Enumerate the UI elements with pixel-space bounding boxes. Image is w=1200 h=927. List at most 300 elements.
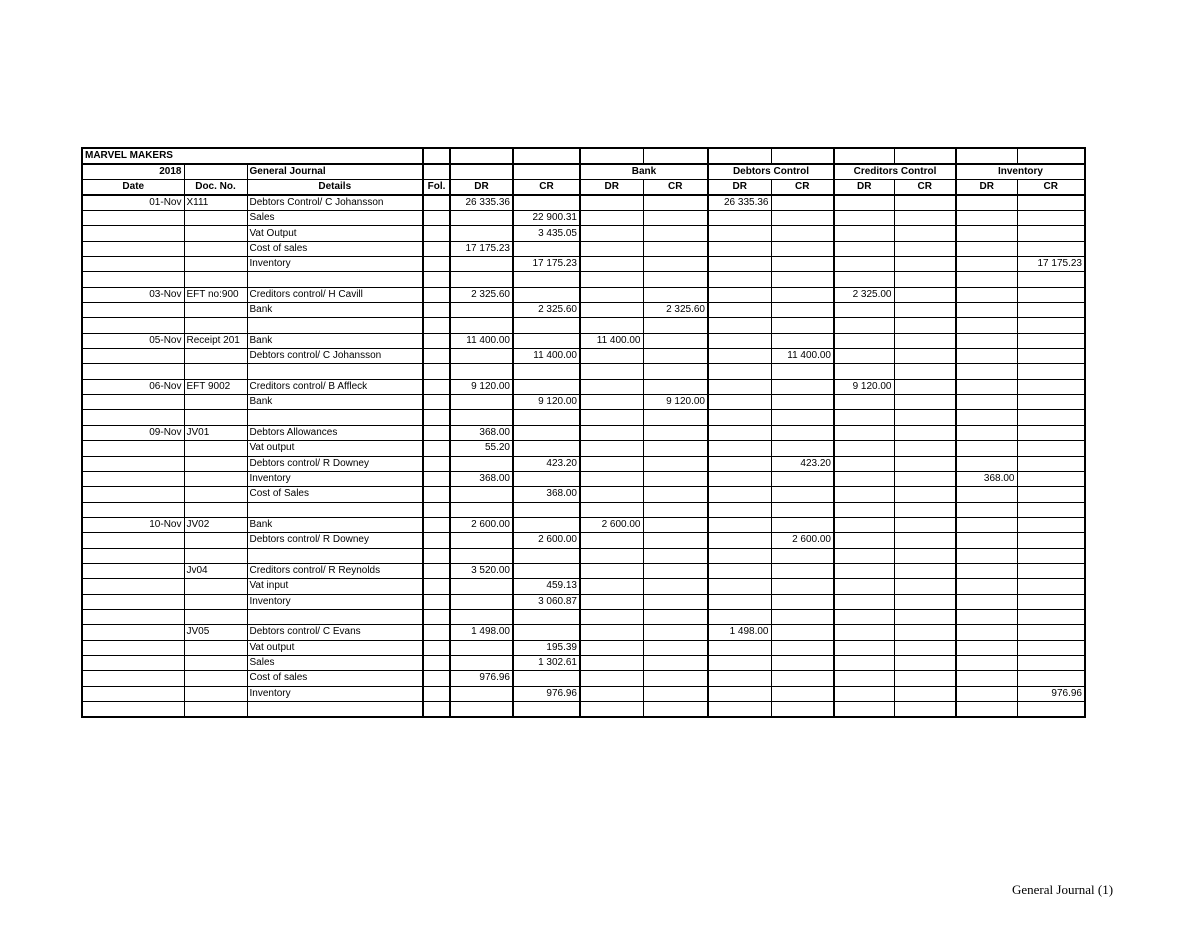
details-cell: Debtors control/ R Downey <box>247 456 423 471</box>
fol-cell <box>423 594 450 609</box>
bank-cr-cell <box>643 425 708 440</box>
bank-dr-cell <box>580 671 643 686</box>
creditors-cr-cell <box>894 548 956 563</box>
bank-cr-cell <box>643 625 708 640</box>
bank-dr-cell <box>580 195 643 211</box>
bank-dr-cell <box>580 579 643 594</box>
details-cell: Debtors Allowances <box>247 425 423 440</box>
bank-dr-cell <box>580 349 643 364</box>
doc-header: Doc. No. <box>184 180 247 196</box>
creditors-cr-cell <box>894 303 956 318</box>
bank-cr-cell <box>643 671 708 686</box>
creditors-dr-cell: 2 325.00 <box>834 287 894 302</box>
details-cell: Bank <box>247 303 423 318</box>
creditors-dr-cell <box>834 471 894 486</box>
bank-dr-cell <box>580 594 643 609</box>
dr-header: DR <box>450 180 513 196</box>
fol-cell <box>423 686 450 701</box>
debtors-dr-cell <box>708 241 771 256</box>
creditors-dr-cell <box>834 456 894 471</box>
journal-row <box>82 318 1085 333</box>
doc-cell <box>184 364 247 379</box>
debtors-cr-cell <box>771 303 834 318</box>
bank-cr-cell <box>643 349 708 364</box>
cr-cell: 9 120.00 <box>513 395 580 410</box>
doc-cell <box>184 318 247 333</box>
sheet-footer: General Journal (1) <box>1012 882 1114 897</box>
inventory-cr-cell <box>1017 303 1085 318</box>
details-cell <box>247 548 423 563</box>
bank-cr-cell <box>643 502 708 517</box>
fol-cell <box>423 655 450 670</box>
bank-dr-cell <box>580 625 643 640</box>
creditors-cr-cell <box>894 287 956 302</box>
fol-cell <box>423 517 450 532</box>
fol-cell <box>423 410 450 425</box>
cr-cell <box>513 563 580 578</box>
debtors-cr-cell <box>771 226 834 241</box>
debtors-cr-cell <box>771 563 834 578</box>
creditors-cr-cell <box>894 563 956 578</box>
details-cell: Vat output <box>247 441 423 456</box>
cr-cell <box>513 410 580 425</box>
details-cell: Debtors control/ C Evans <box>247 625 423 640</box>
bank-cr-cell <box>643 272 708 287</box>
bank-dr-cell <box>580 609 643 624</box>
creditors-dr-cell <box>834 211 894 226</box>
debtors-cr-cell <box>771 425 834 440</box>
journal-row <box>82 303 1085 318</box>
fol-cell <box>423 702 450 717</box>
bank-dr-header: DR <box>580 180 643 196</box>
creditors-dr-cell <box>834 195 894 211</box>
debtors-cr-cell <box>771 655 834 670</box>
debtors-dr-cell <box>708 609 771 624</box>
inventory-cr-cell <box>1017 487 1085 502</box>
date-cell <box>82 502 184 517</box>
creditors-cr-cell <box>894 257 956 272</box>
creditors-cr-cell <box>894 333 956 348</box>
creditors-dr-cell <box>834 410 894 425</box>
doc-cell <box>184 303 247 318</box>
cr-cell <box>513 287 580 302</box>
debtors-cr-cell <box>771 333 834 348</box>
journal-row <box>82 195 1085 211</box>
inventory-cr-cell <box>1017 379 1085 394</box>
creditors-dr-cell <box>834 395 894 410</box>
inventory-dr-cell <box>956 226 1017 241</box>
date-cell: 03-Nov <box>82 287 184 302</box>
inventory-cr-cell <box>1017 211 1085 226</box>
creditors-cr-cell <box>894 349 956 364</box>
column-header-row <box>82 180 1085 196</box>
inventory-cr-cell <box>1017 640 1085 655</box>
inventory-cr-cell <box>1017 349 1085 364</box>
bank-dr-cell <box>580 533 643 548</box>
creditors-cr-cell <box>894 625 956 640</box>
bank-cr-cell <box>643 456 708 471</box>
date-cell <box>82 655 184 670</box>
cr-cell <box>513 318 580 333</box>
cr-cell <box>513 609 580 624</box>
doc-cell <box>184 655 247 670</box>
cr-cell <box>513 517 580 532</box>
cr-cell: 2 325.60 <box>513 303 580 318</box>
doc-cell <box>184 702 247 717</box>
dr-cell <box>450 226 513 241</box>
inventory-cr-cell <box>1017 471 1085 486</box>
inventory-cr-cell <box>1017 456 1085 471</box>
bank-cr-cell <box>643 563 708 578</box>
fol-cell <box>423 226 450 241</box>
cr-cell <box>513 441 580 456</box>
debtors-cr-cell <box>771 671 834 686</box>
doc-cell <box>184 533 247 548</box>
dr-cell <box>450 533 513 548</box>
inventory-dr-cell <box>956 686 1017 701</box>
debtors-dr-cell <box>708 563 771 578</box>
debtors-dr-cell <box>708 471 771 486</box>
debtors-dr-cell: 26 335.36 <box>708 195 771 211</box>
details-header: Details <box>247 180 423 196</box>
date-cell <box>82 257 184 272</box>
dr-cell <box>450 303 513 318</box>
debtors-cr-cell <box>771 241 834 256</box>
bank-cr-cell <box>643 533 708 548</box>
creditors-dr-header: DR <box>834 180 894 196</box>
debtors-dr-cell <box>708 517 771 532</box>
journal-row <box>82 349 1085 364</box>
debtors-cr-cell <box>771 257 834 272</box>
inventory-dr-cell <box>956 594 1017 609</box>
bank-cr-cell <box>643 702 708 717</box>
creditors-dr-cell <box>834 548 894 563</box>
creditors-cr-cell <box>894 395 956 410</box>
doc-cell <box>184 487 247 502</box>
bank-dr-cell <box>580 456 643 471</box>
date-cell <box>82 686 184 701</box>
debtors-cr-cell <box>771 579 834 594</box>
cr-cell <box>513 241 580 256</box>
details-cell: Debtors control/ R Downey <box>247 533 423 548</box>
inventory-dr-cell <box>956 702 1017 717</box>
date-cell <box>82 318 184 333</box>
journal-row <box>82 655 1085 670</box>
inventory-dr-cell <box>956 272 1017 287</box>
creditors-dr-cell <box>834 487 894 502</box>
dr-cell: 9 120.00 <box>450 379 513 394</box>
journal-title: General Journal <box>247 164 423 180</box>
inventory-cr-cell <box>1017 318 1085 333</box>
debtors-cr-cell: 2 600.00 <box>771 533 834 548</box>
creditors-dr-cell <box>834 425 894 440</box>
date-cell <box>82 441 184 456</box>
debtors-dr-cell <box>708 349 771 364</box>
bank-dr-cell <box>580 487 643 502</box>
creditors-cr-cell <box>894 655 956 670</box>
creditors-dr-cell <box>834 579 894 594</box>
dr-cell <box>450 702 513 717</box>
cr-cell: 423.20 <box>513 456 580 471</box>
date-cell <box>82 349 184 364</box>
fol-cell <box>423 563 450 578</box>
date-cell <box>82 211 184 226</box>
creditors-cr-cell <box>894 579 956 594</box>
date-cell <box>82 563 184 578</box>
details-cell: Debtors Control/ C Johansson <box>247 195 423 211</box>
details-cell: Creditors control/ H Cavill <box>247 287 423 302</box>
debtors-dr-cell <box>708 303 771 318</box>
bank-cr-cell <box>643 226 708 241</box>
debtors-dr-cell <box>708 287 771 302</box>
doc-cell <box>184 272 247 287</box>
inventory-dr-header: DR <box>956 180 1017 196</box>
inventory-cr-cell <box>1017 533 1085 548</box>
creditors-dr-cell <box>834 349 894 364</box>
inventory-dr-cell <box>956 456 1017 471</box>
bank-dr-cell: 2 600.00 <box>580 517 643 532</box>
creditors-cr-cell <box>894 609 956 624</box>
dr-cell: 11 400.00 <box>450 333 513 348</box>
debtors-cr-cell <box>771 548 834 563</box>
debtors-dr-cell <box>708 257 771 272</box>
debtors-dr-cell <box>708 655 771 670</box>
date-cell <box>82 395 184 410</box>
bank-dr-cell <box>580 287 643 302</box>
fol-cell <box>423 333 450 348</box>
dr-cell <box>450 487 513 502</box>
date-cell <box>82 456 184 471</box>
creditors-cr-cell <box>894 671 956 686</box>
inventory-cr-cell: 976.96 <box>1017 686 1085 701</box>
debtors-dr-cell <box>708 272 771 287</box>
creditors-cr-cell <box>894 226 956 241</box>
creditors-dr-cell <box>834 441 894 456</box>
bank-dr-cell <box>580 364 643 379</box>
cr-cell <box>513 195 580 211</box>
journal-row <box>82 502 1085 517</box>
creditors-dr-cell <box>834 502 894 517</box>
date-cell <box>82 303 184 318</box>
creditors-dr-cell <box>834 609 894 624</box>
date-cell: 01-Nov <box>82 195 184 211</box>
creditors-cr-cell <box>894 379 956 394</box>
debtors-cr-cell <box>771 441 834 456</box>
dr-cell <box>450 655 513 670</box>
debtors-dr-cell <box>708 671 771 686</box>
creditors-cr-cell <box>894 487 956 502</box>
bank-cr-cell <box>643 211 708 226</box>
cr-cell <box>513 333 580 348</box>
inventory-cr-cell <box>1017 502 1085 517</box>
debtors-cr-cell <box>771 502 834 517</box>
bank-dr-cell <box>580 395 643 410</box>
inventory-dr-cell <box>956 211 1017 226</box>
debtors-dr-cell: 1 498.00 <box>708 625 771 640</box>
creditors-dr-cell <box>834 318 894 333</box>
bank-cr-cell <box>643 686 708 701</box>
doc-cell <box>184 410 247 425</box>
doc-cell <box>184 640 247 655</box>
date-cell <box>82 579 184 594</box>
doc-cell: Receipt 201 <box>184 333 247 348</box>
inventory-cr-cell <box>1017 579 1085 594</box>
cr-cell: 17 175.23 <box>513 257 580 272</box>
inventory-cr-cell <box>1017 655 1085 670</box>
journal-row <box>82 456 1085 471</box>
bank-dr-cell <box>580 502 643 517</box>
fol-cell <box>423 318 450 333</box>
bank-dr-cell <box>580 563 643 578</box>
details-cell: Creditors control/ R Reynolds <box>247 563 423 578</box>
details-cell: Cost of sales <box>247 671 423 686</box>
cr-cell <box>513 671 580 686</box>
fol-cell <box>423 640 450 655</box>
bank-dr-cell <box>580 471 643 486</box>
date-cell <box>82 272 184 287</box>
inventory-cr-cell <box>1017 441 1085 456</box>
journal-row <box>82 487 1085 502</box>
debtors-dr-cell <box>708 318 771 333</box>
date-cell <box>82 533 184 548</box>
fol-cell <box>423 364 450 379</box>
inventory-cr-cell <box>1017 195 1085 211</box>
dr-cell: 2 325.60 <box>450 287 513 302</box>
date-cell: 06-Nov <box>82 379 184 394</box>
cr-cell: 976.96 <box>513 686 580 701</box>
bank-group-header: Bank <box>580 164 708 180</box>
bank-cr-header: CR <box>643 180 708 196</box>
details-cell: Bank <box>247 333 423 348</box>
bank-cr-cell <box>643 594 708 609</box>
cr-cell: 3 060.87 <box>513 594 580 609</box>
date-cell <box>82 594 184 609</box>
bank-dr-cell: 11 400.00 <box>580 333 643 348</box>
cr-cell <box>513 272 580 287</box>
dr-cell: 26 335.36 <box>450 195 513 211</box>
fol-cell <box>423 272 450 287</box>
inventory-cr-cell <box>1017 364 1085 379</box>
inventory-cr-cell: 17 175.23 <box>1017 257 1085 272</box>
debtors-cr-header: CR <box>771 180 834 196</box>
cr-cell <box>513 425 580 440</box>
debtors-cr-cell <box>771 318 834 333</box>
inventory-cr-cell <box>1017 241 1085 256</box>
journal-row <box>82 379 1085 394</box>
journal-row <box>82 272 1085 287</box>
bank-dr-cell <box>580 303 643 318</box>
date-cell <box>82 487 184 502</box>
creditors-cr-cell <box>894 425 956 440</box>
dr-cell <box>450 318 513 333</box>
doc-cell: JV01 <box>184 425 247 440</box>
debtors-dr-cell <box>708 686 771 701</box>
fol-cell <box>423 211 450 226</box>
inventory-dr-cell <box>956 487 1017 502</box>
details-cell: Inventory <box>247 471 423 486</box>
inventory-cr-cell <box>1017 287 1085 302</box>
debtors-cr-cell <box>771 702 834 717</box>
inventory-cr-cell <box>1017 625 1085 640</box>
journal-row <box>82 441 1085 456</box>
debtors-dr-cell <box>708 579 771 594</box>
details-cell: Inventory <box>247 686 423 701</box>
debtors-cr-cell <box>771 640 834 655</box>
journal-row <box>82 395 1085 410</box>
debtors-cr-cell <box>771 487 834 502</box>
company-row <box>82 148 1085 164</box>
inventory-dr-cell <box>956 579 1017 594</box>
creditors-cr-cell <box>894 594 956 609</box>
debtors-cr-cell <box>771 517 834 532</box>
creditors-dr-cell <box>834 303 894 318</box>
inventory-dr-cell <box>956 364 1017 379</box>
creditors-dr-cell <box>834 226 894 241</box>
dr-cell <box>450 548 513 563</box>
debtors-cr-cell <box>771 287 834 302</box>
date-header: Date <box>82 180 184 196</box>
dr-cell: 368.00 <box>450 425 513 440</box>
inventory-cr-cell <box>1017 410 1085 425</box>
doc-cell <box>184 594 247 609</box>
doc-cell <box>184 471 247 486</box>
date-cell <box>82 702 184 717</box>
journal-row <box>82 364 1085 379</box>
debtors-dr-cell <box>708 395 771 410</box>
bank-dr-cell <box>580 211 643 226</box>
date-cell <box>82 364 184 379</box>
dr-cell <box>450 609 513 624</box>
doc-cell <box>184 671 247 686</box>
dr-cell <box>450 502 513 517</box>
creditors-cr-cell <box>894 686 956 701</box>
bank-cr-cell <box>643 548 708 563</box>
fol-cell <box>423 533 450 548</box>
journal-row <box>82 226 1085 241</box>
bank-cr-cell <box>643 318 708 333</box>
inventory-dr-cell <box>956 548 1017 563</box>
debtors-dr-cell <box>708 533 771 548</box>
cr-cell: 11 400.00 <box>513 349 580 364</box>
company-name: MARVEL MAKERS <box>82 148 423 164</box>
journal-row <box>82 471 1085 486</box>
debtors-dr-cell <box>708 226 771 241</box>
debtors-cr-cell <box>771 686 834 701</box>
details-cell: Sales <box>247 655 423 670</box>
inventory-dr-cell <box>956 287 1017 302</box>
bank-dr-cell <box>580 226 643 241</box>
date-cell <box>82 625 184 640</box>
inventory-dr-cell <box>956 241 1017 256</box>
creditors-dr-cell <box>834 625 894 640</box>
inventory-dr-cell <box>956 609 1017 624</box>
doc-cell: JV02 <box>184 517 247 532</box>
bank-dr-cell <box>580 241 643 256</box>
cr-cell <box>513 548 580 563</box>
journal-row <box>82 625 1085 640</box>
debtors-dr-cell <box>708 548 771 563</box>
creditors-dr-cell <box>834 257 894 272</box>
details-cell <box>247 702 423 717</box>
fol-cell <box>423 471 450 486</box>
cr-cell: 368.00 <box>513 487 580 502</box>
bank-cr-cell <box>643 364 708 379</box>
journal-row <box>82 533 1085 548</box>
inventory-dr-cell <box>956 379 1017 394</box>
inventory-dr-cell <box>956 318 1017 333</box>
creditors-cr-cell <box>894 318 956 333</box>
creditors-cr-cell <box>894 211 956 226</box>
